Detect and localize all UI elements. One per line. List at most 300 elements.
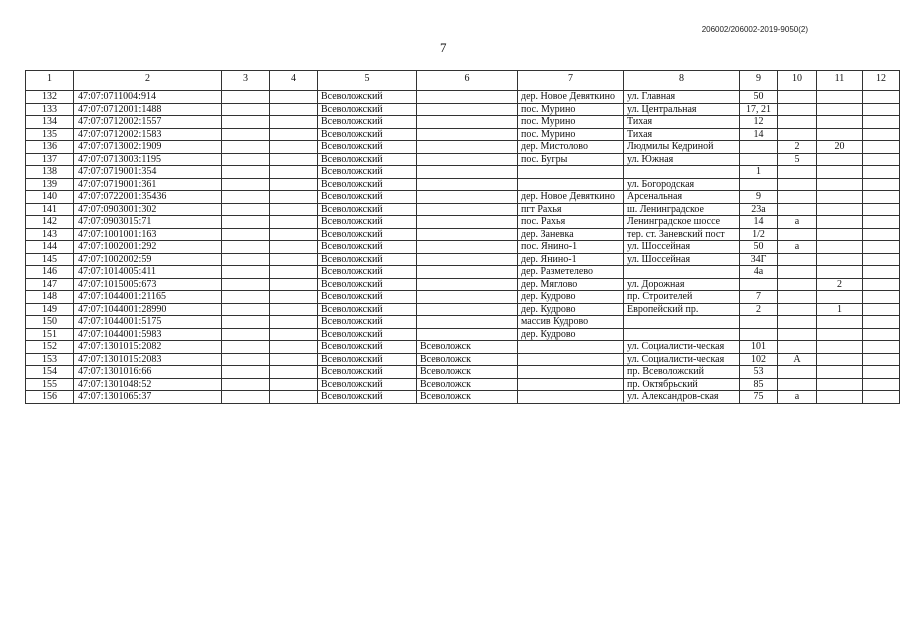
table-cell: 7 xyxy=(740,291,778,304)
table-cell: 150 xyxy=(26,316,74,329)
table-cell xyxy=(817,266,863,279)
table-cell: 47:07:0712002:1583 xyxy=(74,128,222,141)
table-cell xyxy=(817,128,863,141)
table-cell: ул. Шоссейная xyxy=(624,253,740,266)
table-cell: Всеволожский xyxy=(318,291,417,304)
table-cell: 133 xyxy=(26,103,74,116)
table-cell: 149 xyxy=(26,303,74,316)
table-cell xyxy=(740,278,778,291)
table-cell: Всеволожский xyxy=(318,103,417,116)
table-cell xyxy=(417,103,518,116)
table-cell xyxy=(270,91,318,104)
table-cell xyxy=(270,366,318,379)
table-cell xyxy=(222,266,270,279)
table-row xyxy=(26,291,900,304)
table-cell xyxy=(740,328,778,341)
table-cell xyxy=(270,291,318,304)
table-cell: 50 xyxy=(740,91,778,104)
table-cell: дер. Кудрово xyxy=(518,328,624,341)
table-cell xyxy=(222,241,270,254)
table-cell: дер. Кудрово xyxy=(518,303,624,316)
table-cell xyxy=(270,216,318,229)
table-cell: 143 xyxy=(26,228,74,241)
table-cell xyxy=(270,266,318,279)
table-cell xyxy=(270,241,318,254)
table-cell: массив Кудрово xyxy=(518,316,624,329)
table-cell xyxy=(863,253,900,266)
table-cell: Арсенальная xyxy=(624,191,740,204)
table-cell: а xyxy=(778,216,817,229)
table-cell: 47:07:1301015:2083 xyxy=(74,353,222,366)
table-cell xyxy=(417,216,518,229)
table-cell: Всеволожский xyxy=(318,378,417,391)
table-cell: дер. Новое Девяткино xyxy=(518,191,624,204)
table-row xyxy=(26,278,900,291)
table-cell xyxy=(624,328,740,341)
table-cell: Людмилы Кедриной xyxy=(624,141,740,154)
table-cell xyxy=(518,366,624,379)
table-cell xyxy=(817,191,863,204)
table-cell: Европейский пр. xyxy=(624,303,740,316)
table-cell xyxy=(222,291,270,304)
table-cell xyxy=(863,216,900,229)
table-cell: 142 xyxy=(26,216,74,229)
table-cell: 4а xyxy=(740,266,778,279)
table-cell xyxy=(817,328,863,341)
table-cell xyxy=(222,328,270,341)
table-row xyxy=(26,116,900,129)
column-header: 5 xyxy=(318,71,417,91)
table-cell xyxy=(270,278,318,291)
table-cell xyxy=(222,391,270,404)
table-row xyxy=(26,153,900,166)
table-cell xyxy=(817,178,863,191)
table-cell xyxy=(863,366,900,379)
table-cell: Всеволожский xyxy=(318,391,417,404)
table-cell xyxy=(863,316,900,329)
table-cell: 134 xyxy=(26,116,74,129)
table-cell: 47:07:1044001:5175 xyxy=(74,316,222,329)
page-number: 7 xyxy=(440,40,447,55)
table-cell: пос. Янино-1 xyxy=(518,241,624,254)
table-row xyxy=(26,191,900,204)
table-cell xyxy=(863,328,900,341)
table-cell: 135 xyxy=(26,128,74,141)
table-cell xyxy=(624,316,740,329)
table-cell: пгт Рахья xyxy=(518,203,624,216)
table-cell xyxy=(817,366,863,379)
table-row xyxy=(26,178,900,191)
table-cell: 14 xyxy=(740,216,778,229)
table-cell: 147 xyxy=(26,278,74,291)
table-cell xyxy=(778,303,817,316)
table-cell xyxy=(417,116,518,129)
table-cell: 47:07:0719001:361 xyxy=(74,178,222,191)
table-cell: 151 xyxy=(26,328,74,341)
table-cell xyxy=(518,391,624,404)
table-cell xyxy=(222,128,270,141)
table-cell: 47:07:1301065:37 xyxy=(74,391,222,404)
table-cell xyxy=(624,266,740,279)
table-row xyxy=(26,228,900,241)
table-cell: 139 xyxy=(26,178,74,191)
table-cell: 1 xyxy=(817,303,863,316)
table-cell xyxy=(817,203,863,216)
table-cell xyxy=(778,266,817,279)
table-cell: 47:07:0903015:71 xyxy=(74,216,222,229)
table-cell: 102 xyxy=(740,353,778,366)
table-cell xyxy=(778,253,817,266)
column-header: 8 xyxy=(624,71,740,91)
table-cell xyxy=(222,116,270,129)
table-cell: Всеволожский xyxy=(318,91,417,104)
table-cell xyxy=(270,203,318,216)
table-cell: Всеволожский xyxy=(318,278,417,291)
table-cell: 154 xyxy=(26,366,74,379)
table-cell: ул. Социалисти-ческая xyxy=(624,353,740,366)
table-cell xyxy=(778,341,817,354)
table-cell: 144 xyxy=(26,241,74,254)
table-cell xyxy=(863,166,900,179)
table-cell xyxy=(270,341,318,354)
table-cell: 50 xyxy=(740,241,778,254)
table-cell xyxy=(222,166,270,179)
table-cell xyxy=(863,353,900,366)
table-cell: 155 xyxy=(26,378,74,391)
table-cell xyxy=(518,178,624,191)
column-header: 3 xyxy=(222,71,270,91)
table-cell: 1/2 xyxy=(740,228,778,241)
table-cell xyxy=(270,178,318,191)
table-cell xyxy=(624,166,740,179)
table-cell xyxy=(222,153,270,166)
table-cell: 1 xyxy=(740,166,778,179)
table-row xyxy=(26,91,900,104)
table-cell: пр. Всеволожский xyxy=(624,366,740,379)
table-cell xyxy=(863,278,900,291)
table-cell: Всеволожск xyxy=(417,353,518,366)
table-cell: 34Г xyxy=(740,253,778,266)
table-cell: 85 xyxy=(740,378,778,391)
table-cell xyxy=(778,228,817,241)
table-cell xyxy=(740,178,778,191)
table-cell: Всеволожск xyxy=(417,341,518,354)
table-cell: 153 xyxy=(26,353,74,366)
table-cell: ул. Социалисти-ческая xyxy=(624,341,740,354)
table-cell xyxy=(270,328,318,341)
table-cell xyxy=(222,253,270,266)
table-cell: пос. Мурино xyxy=(518,128,624,141)
column-header: 11 xyxy=(817,71,863,91)
table-cell xyxy=(863,178,900,191)
table-cell xyxy=(417,253,518,266)
table-cell: дер. Разметелево xyxy=(518,266,624,279)
table-cell xyxy=(740,153,778,166)
table-cell xyxy=(778,128,817,141)
table-cell xyxy=(817,153,863,166)
table-cell: Всеволожский xyxy=(318,328,417,341)
table-cell xyxy=(778,178,817,191)
table-cell xyxy=(417,278,518,291)
table-cell xyxy=(222,216,270,229)
table-row xyxy=(26,366,900,379)
table-cell xyxy=(518,166,624,179)
table-cell: пос. Мурино xyxy=(518,116,624,129)
table-cell xyxy=(863,341,900,354)
table-cell xyxy=(863,303,900,316)
table-row xyxy=(26,253,900,266)
table-cell: пр. Строителей xyxy=(624,291,740,304)
table-row xyxy=(26,303,900,316)
table-cell: 14 xyxy=(740,128,778,141)
table-cell xyxy=(778,103,817,116)
table-cell: пос. Мурино xyxy=(518,103,624,116)
table-cell xyxy=(863,291,900,304)
table-cell: Всеволожский xyxy=(318,303,417,316)
table-cell: Всеволожский xyxy=(318,153,417,166)
table-cell: 20 xyxy=(817,141,863,154)
table-cell xyxy=(417,91,518,104)
table-cell: Всеволожский xyxy=(318,316,417,329)
table-cell: Всеволожск xyxy=(417,391,518,404)
table-cell: 138 xyxy=(26,166,74,179)
table-cell: Всеволожский xyxy=(318,203,417,216)
column-header: 6 xyxy=(417,71,518,91)
header-row xyxy=(26,71,900,91)
table-cell xyxy=(222,228,270,241)
table-cell: 47:07:1044001:21165 xyxy=(74,291,222,304)
table-cell xyxy=(417,328,518,341)
table-cell xyxy=(863,391,900,404)
table-cell: пос. Бугры xyxy=(518,153,624,166)
table-cell: 132 xyxy=(26,91,74,104)
table-cell: 47:07:0712001:1488 xyxy=(74,103,222,116)
table-cell xyxy=(817,341,863,354)
table-cell xyxy=(417,203,518,216)
table-cell xyxy=(518,341,624,354)
table-cell xyxy=(778,366,817,379)
table-cell xyxy=(518,353,624,366)
table-cell xyxy=(222,178,270,191)
table-cell: 2 xyxy=(740,303,778,316)
table-cell xyxy=(863,91,900,104)
table-cell: 47:07:1044001:28990 xyxy=(74,303,222,316)
table-cell xyxy=(740,141,778,154)
table-cell xyxy=(863,103,900,116)
table-cell xyxy=(417,141,518,154)
table-cell xyxy=(863,266,900,279)
table-row xyxy=(26,266,900,279)
table-cell xyxy=(222,353,270,366)
table-cell xyxy=(222,378,270,391)
table-cell: 146 xyxy=(26,266,74,279)
table-cell xyxy=(222,316,270,329)
table-cell xyxy=(817,378,863,391)
column-header: 1 xyxy=(26,71,74,91)
table-cell: 47:07:0711004:914 xyxy=(74,91,222,104)
table-cell: ул. Александров-ская xyxy=(624,391,740,404)
table-cell xyxy=(270,316,318,329)
table-cell: Всеволожский xyxy=(318,216,417,229)
table-cell xyxy=(817,91,863,104)
table-cell: дер. Мяглово xyxy=(518,278,624,291)
column-header: 7 xyxy=(518,71,624,91)
table-cell: 47:07:0712002:1557 xyxy=(74,116,222,129)
table-row xyxy=(26,166,900,179)
table-cell xyxy=(222,91,270,104)
table-cell: ул. Главная xyxy=(624,91,740,104)
table-cell xyxy=(778,291,817,304)
table-row xyxy=(26,141,900,154)
table-cell xyxy=(270,153,318,166)
table-cell xyxy=(270,303,318,316)
table-cell xyxy=(222,341,270,354)
table-cell: 148 xyxy=(26,291,74,304)
table-cell: 136 xyxy=(26,141,74,154)
table-cell xyxy=(222,278,270,291)
table-cell: Всеволожск xyxy=(417,378,518,391)
table-cell: 47:07:1014005:411 xyxy=(74,266,222,279)
table-cell xyxy=(417,153,518,166)
table-cell: ул. Богородская xyxy=(624,178,740,191)
table-cell: 47:07:0713003:1195 xyxy=(74,153,222,166)
table-cell xyxy=(863,191,900,204)
table-cell xyxy=(778,203,817,216)
table-cell: тер. ст. Заневский пост xyxy=(624,228,740,241)
table-cell: 53 xyxy=(740,366,778,379)
table-cell: 141 xyxy=(26,203,74,216)
table-cell: пр. Октябрьский xyxy=(624,378,740,391)
table-cell xyxy=(417,191,518,204)
table-cell: ул. Центральная xyxy=(624,103,740,116)
table-row xyxy=(26,203,900,216)
table-cell: Тихая xyxy=(624,116,740,129)
table-cell xyxy=(417,128,518,141)
table-cell: ул. Шоссейная xyxy=(624,241,740,254)
table-cell xyxy=(817,316,863,329)
table-row xyxy=(26,353,900,366)
table-cell xyxy=(270,253,318,266)
table-cell xyxy=(417,166,518,179)
table-cell xyxy=(817,228,863,241)
table-cell xyxy=(778,316,817,329)
table-cell xyxy=(270,228,318,241)
table-cell xyxy=(863,116,900,129)
table-cell xyxy=(270,141,318,154)
table-cell: Всеволожский xyxy=(318,253,417,266)
table-cell xyxy=(863,203,900,216)
table-cell: 9 xyxy=(740,191,778,204)
table-cell xyxy=(417,303,518,316)
table-cell: 47:07:1001001:163 xyxy=(74,228,222,241)
table-cell: а xyxy=(778,241,817,254)
table-cell: дер. Мистолово xyxy=(518,141,624,154)
table-cell: ул. Дорожная xyxy=(624,278,740,291)
table-cell: А xyxy=(778,353,817,366)
table-cell: 2 xyxy=(778,141,817,154)
table-cell xyxy=(817,241,863,254)
table-cell xyxy=(863,241,900,254)
table-cell xyxy=(740,316,778,329)
table-row xyxy=(26,391,900,404)
table-cell: Всеволожский xyxy=(318,266,417,279)
table-cell: Всеволожск xyxy=(417,366,518,379)
table-cell: 47:07:1301015:2082 xyxy=(74,341,222,354)
table-cell: 75 xyxy=(740,391,778,404)
table-cell xyxy=(270,378,318,391)
table-cell: Всеволожский xyxy=(318,366,417,379)
table-cell: Тихая xyxy=(624,128,740,141)
table-cell: Всеволожский xyxy=(318,116,417,129)
table-cell: 137 xyxy=(26,153,74,166)
table-cell: Всеволожский xyxy=(318,191,417,204)
column-header: 4 xyxy=(270,71,318,91)
table-cell: 47:07:0719001:354 xyxy=(74,166,222,179)
table-cell: Всеволожский xyxy=(318,166,417,179)
table-cell xyxy=(863,228,900,241)
table-cell xyxy=(417,178,518,191)
table-cell xyxy=(778,378,817,391)
table-cell xyxy=(222,191,270,204)
table-row xyxy=(26,216,900,229)
table-cell xyxy=(863,141,900,154)
table-cell xyxy=(518,378,624,391)
table-cell xyxy=(222,303,270,316)
table-body xyxy=(26,91,900,404)
table-cell xyxy=(817,291,863,304)
table-cell xyxy=(270,191,318,204)
table-cell xyxy=(863,128,900,141)
table-cell: 47:07:1015005:673 xyxy=(74,278,222,291)
table-row xyxy=(26,241,900,254)
table-cell xyxy=(222,103,270,116)
cadastral-table xyxy=(25,70,900,404)
table-cell: дер. Заневка xyxy=(518,228,624,241)
table-cell: Ленинградское шоссе xyxy=(624,216,740,229)
table-cell xyxy=(778,328,817,341)
table-cell xyxy=(778,278,817,291)
table-cell xyxy=(222,366,270,379)
table-cell xyxy=(817,391,863,404)
table-cell xyxy=(270,391,318,404)
table-cell: Всеволожский xyxy=(318,353,417,366)
table-cell: Всеволожский xyxy=(318,141,417,154)
table-cell: 2 xyxy=(817,278,863,291)
table-cell: 47:07:0722001:35436 xyxy=(74,191,222,204)
table-cell: Всеволожский xyxy=(318,228,417,241)
table-cell: дер. Кудрово xyxy=(518,291,624,304)
table-cell: 17, 21 xyxy=(740,103,778,116)
table-cell: Всеволожский xyxy=(318,341,417,354)
table-cell: 5 xyxy=(778,153,817,166)
column-header: 12 xyxy=(863,71,900,91)
table-cell xyxy=(863,378,900,391)
table-cell xyxy=(778,191,817,204)
column-header: 2 xyxy=(74,71,222,91)
table-cell xyxy=(817,353,863,366)
table-cell: 47:07:0713002:1909 xyxy=(74,141,222,154)
table-cell xyxy=(778,166,817,179)
table-cell xyxy=(222,141,270,154)
table-row xyxy=(26,378,900,391)
table-cell xyxy=(270,353,318,366)
column-header: 9 xyxy=(740,71,778,91)
table-cell: 47:07:1301016:66 xyxy=(74,366,222,379)
table-row xyxy=(26,328,900,341)
table-cell: 101 xyxy=(740,341,778,354)
table-cell: 47:07:1002001:292 xyxy=(74,241,222,254)
table-row xyxy=(26,103,900,116)
